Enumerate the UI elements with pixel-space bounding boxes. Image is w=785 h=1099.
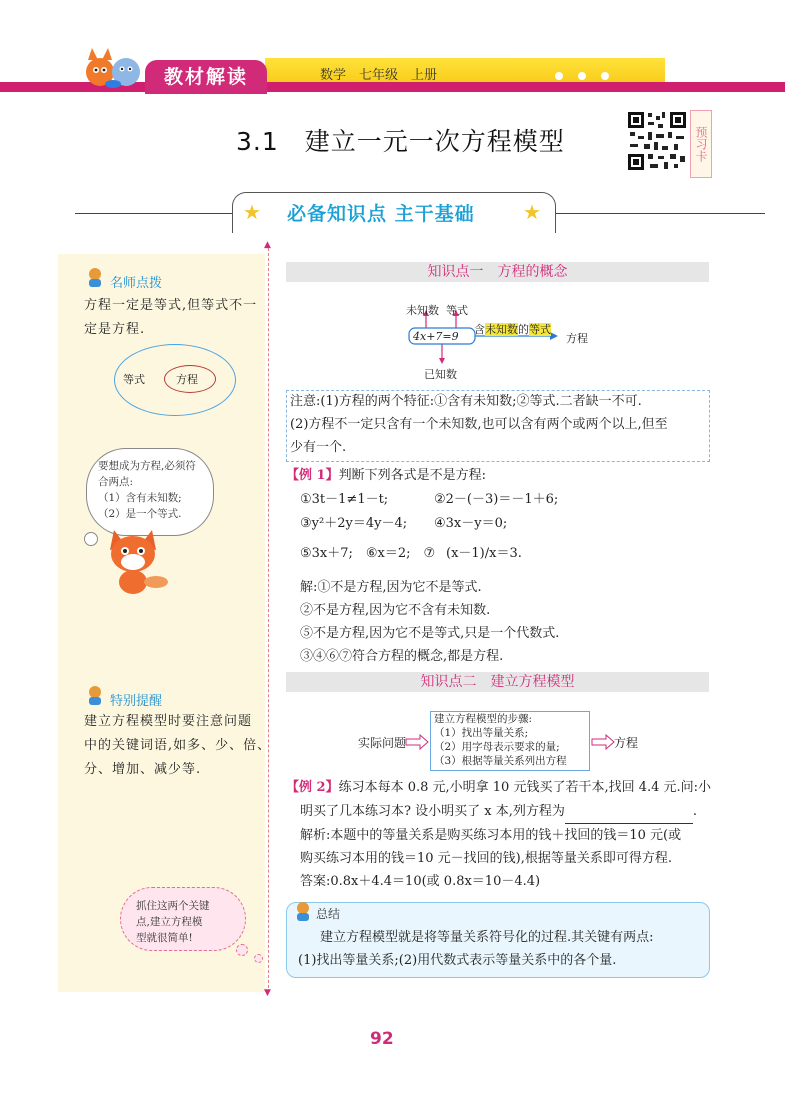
example-question: 判断下列各式是不是方程: <box>338 468 486 483</box>
summary-line: 建立方程模型就是将等量关系符号化的过程.其关键有两点: <box>320 930 654 945</box>
sidebar-divider <box>268 248 269 993</box>
note-line: 少有一个. <box>290 440 347 455</box>
kp2-heading: 知识点二 建立方程模型 <box>420 674 575 690</box>
page-number: 92 <box>370 1029 394 1049</box>
ellipse-outer-label: 等式 <box>123 373 145 386</box>
triangle-up-icon: ▲ <box>264 240 271 250</box>
example-item: ②2－(－3)＝－1＋6; <box>434 492 559 507</box>
diagram-right-label: 方程 <box>614 736 639 750</box>
teacher-icon <box>84 684 106 706</box>
contains-highlight: 未知数 <box>485 323 518 336</box>
section-banner-title: 必备知识点 主干基础 <box>287 203 475 225</box>
sidebar-tip2-line: 中的关键词语,如多、少、倍、 <box>84 738 272 753</box>
example-item: ④3x－y＝0; <box>434 516 508 531</box>
answer-line: 解:①不是方程,因为它不是等式. <box>300 580 482 595</box>
kp1-heading-bar <box>286 262 709 282</box>
example2-line <box>286 776 716 800</box>
kp1-heading: 知识点一 方程的概念 <box>427 264 568 280</box>
star-icon: ★ <box>523 200 541 224</box>
header-dot <box>578 72 586 80</box>
arrow-right-icon <box>590 734 616 750</box>
bubble-line: 要想成为方程,必须符 <box>98 460 196 472</box>
star-icon: ★ <box>243 200 261 224</box>
teacher-icon <box>292 900 314 922</box>
sidebar-tip2-line: 分、增加、减少等. <box>84 762 202 777</box>
kp2-heading-bar <box>286 672 709 692</box>
diagram-known-label: 已知数 <box>424 368 457 381</box>
example2-text: 练习本每本 0.8 元,小明拿 10 元钱买了若干本,找回 4.4 元.问:小 <box>338 780 712 795</box>
answer-line: ⑤不是方程,因为它不是等式,只是一个代数式. <box>300 626 560 641</box>
contains-highlight: 等式 <box>529 323 551 336</box>
contains-prefix: 含 <box>474 323 485 336</box>
diagram-equation: 4x+7=9 <box>413 330 459 343</box>
bubble-line: 点,建立方程模 <box>136 916 203 928</box>
bubble-tail-dot <box>84 532 98 546</box>
bubble-line: 抓住这两个关键 <box>136 900 210 912</box>
answer-line: 答案:0.8x＋4.4＝10(或 0.8x＝10－4.4) <box>300 874 541 889</box>
bubble-line: 合两点: <box>98 476 134 488</box>
diagram-left-label: 实际问题 <box>358 736 407 750</box>
analysis-line: 购买练习本用的钱＝10 元－找回的钱),根据等量关系即可得方程. <box>300 851 673 866</box>
bubble-tail-dot <box>254 954 263 963</box>
fox-mascot-icon <box>100 524 172 596</box>
sidebar-tip2-heading: 特别提醒 <box>110 694 163 709</box>
sidebar-tip2-line: 建立方程模型时要注意问题 <box>84 714 253 729</box>
header-dot <box>555 72 563 80</box>
bubble-line: （2）是一个等式. <box>98 508 182 520</box>
qr-label: 预习卡 <box>690 110 712 178</box>
bubble-line: 型就很简单! <box>136 932 193 944</box>
diagram-contains-text <box>474 321 551 337</box>
qr-code-icon[interactable] <box>626 110 688 172</box>
header-tab <box>145 60 267 94</box>
summary-heading: 总结 <box>316 907 341 921</box>
sidebar-tip1-line: 定是方程. <box>84 322 146 337</box>
answer-line: ③④⑥⑦符合方程的概念,都是方程. <box>300 649 504 664</box>
diagram-unknown-label: 未知数 <box>406 304 439 317</box>
mascot-logo-icon <box>80 46 146 92</box>
example-item: ⑤3x＋7; ⑥x＝2; ⑦ <box>300 546 436 561</box>
example-tag: 【例 1】 <box>286 468 339 483</box>
example2-line: 明买了几本练习本? 设小明买了 x 本,列方程为 . <box>300 800 697 824</box>
diagram-equality-label: 等式 <box>446 304 468 317</box>
teacher-icon <box>84 266 106 288</box>
header-dot <box>601 72 609 80</box>
note-line: (2)方程不一定只含有一个未知数,也可以含有两个或两个以上,但至 <box>290 417 668 432</box>
example1-heading <box>286 464 486 488</box>
example-item: ①3t－1≠1－t; <box>300 492 389 507</box>
note-line: 注意:(1)方程的两个特征:①含有未知数;②等式.二者缺一不可. <box>290 394 642 409</box>
example-item: (x－1)/x＝3. <box>446 546 522 561</box>
answer-line: ②不是方程,因为它不含有未知数. <box>300 603 491 618</box>
page-title: 3.1 建立一元一次方程模型 <box>236 127 565 156</box>
header-subject: 数学 七年级 上册 <box>320 68 438 83</box>
example-item: ③y²＋2y＝4y－4; <box>300 516 408 531</box>
ellipse-inner-label: 方程 <box>176 373 198 386</box>
diagram-result: 方程 <box>566 332 588 345</box>
example2-text: 明买了几本练习本? 设小明买了 x 本,列方程为 <box>300 804 565 819</box>
step-line: 建立方程模型的步骤: <box>434 713 533 725</box>
answer-blank <box>565 809 693 824</box>
step-line: （1）找出等量关系; <box>434 727 529 739</box>
summary-line: (1)找出等量关系;(2)用代数式表示等量关系中的各个量. <box>298 953 617 968</box>
sidebar-tip1-heading: 名师点拨 <box>110 276 163 291</box>
triangle-down-icon: ▼ <box>264 988 271 998</box>
header-tab-label: 教材解读 <box>163 66 248 88</box>
example-tag: 【例 2】 <box>286 780 339 795</box>
bubble-tail-dot <box>236 944 248 956</box>
step-line: （3）根据等量关系列出方程 <box>434 755 567 767</box>
bubble-line: （1）含有未知数; <box>98 492 182 504</box>
step-line: （2）用字母表示要求的量; <box>434 741 560 753</box>
analysis-line: 解析:本题中的等量关系是购买练习本用的钱＋找回的钱＝10 元(或 <box>300 828 682 843</box>
contains-mid: 的 <box>518 323 529 336</box>
sidebar-tip1-line: 方程一定是等式,但等式不一 <box>84 298 258 313</box>
arrow-right-icon <box>404 734 430 750</box>
